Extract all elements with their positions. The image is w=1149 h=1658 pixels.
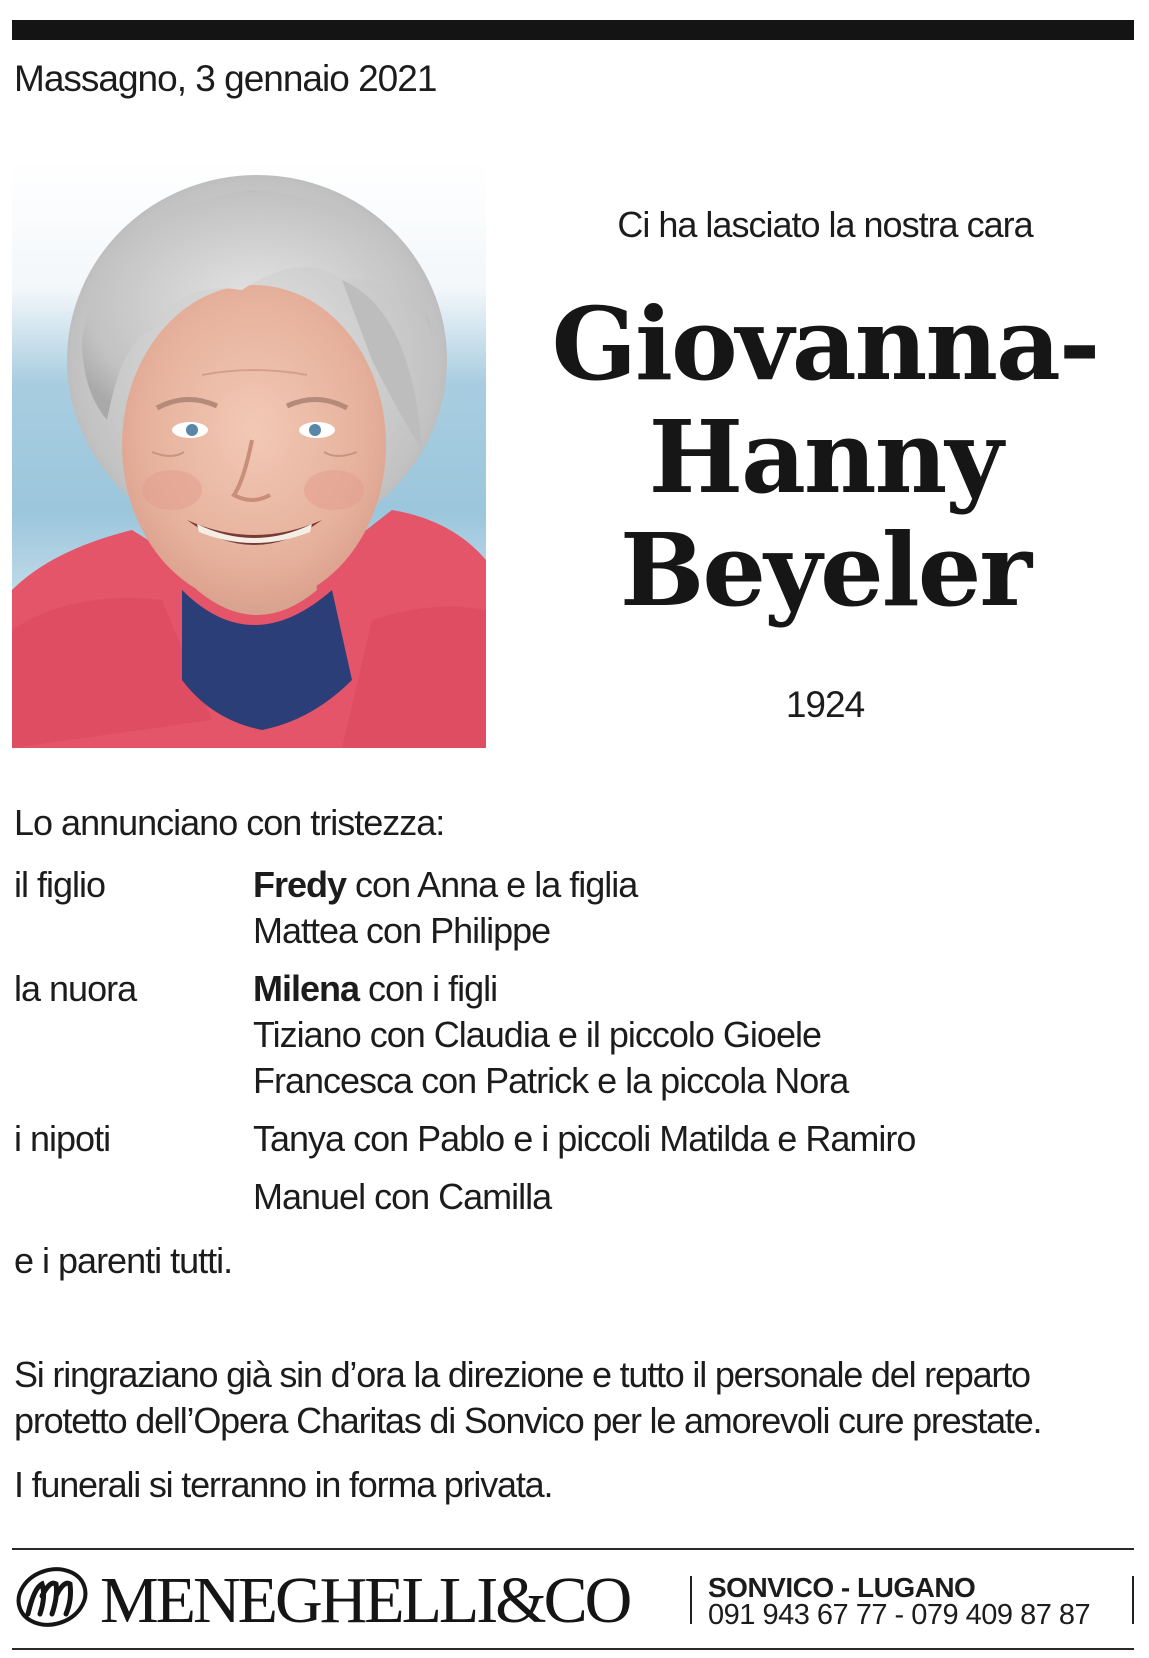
family-line: [253, 862, 637, 908]
family-line-text: con Anna e la figlia: [346, 864, 638, 905]
family-name-bold: Milena: [253, 968, 360, 1009]
family-line: [253, 1012, 848, 1058]
company-phones: 091 943 67 77 - 079 409 87 87: [708, 1599, 1091, 1631]
deceased-name: [520, 285, 1130, 629]
relation-label: la nuora: [14, 968, 137, 1009]
relation-label: i nipoti: [14, 1118, 111, 1159]
relation-names: [253, 862, 637, 954]
footer-divider-right: [1132, 1576, 1134, 1624]
relation-label: il figlio: [14, 864, 106, 905]
relation-names: [253, 966, 848, 1104]
top-rule: [12, 20, 1134, 40]
family-line: [253, 1058, 848, 1104]
family-row: [14, 1116, 1124, 1220]
announce-text: Lo annunciano con tristezza:: [14, 802, 445, 843]
name-line-3: Beyeler: [619, 511, 1031, 629]
footer-rule-top: [12, 1548, 1134, 1550]
name-line-2: Hanny: [648, 398, 1002, 516]
family-line-text: Mattea con Philippe: [253, 910, 551, 951]
meneghelli-logo-icon: [14, 1566, 90, 1628]
name-line-1: Giovanna-: [551, 285, 1099, 403]
family-line-text: Tanya con Pablo e i piccoli Matilda e Ramiro: [253, 1118, 916, 1159]
family-line: [253, 908, 637, 954]
place-date: Massagno, 3 gennaio 2021: [14, 58, 437, 99]
family-name-bold: Fredy: [253, 864, 347, 905]
thanks-paragraph: Si ringraziano già sin d’ora la direzione e tutto il personale del reparto protetto dell’Opera Charitas di Sonvico per le amorevoli cure prestate.: [14, 1354, 1042, 1441]
company-name: MENEGHELLI&CO: [100, 1564, 630, 1637]
portrait-photo: [12, 160, 486, 748]
family-list: [14, 862, 1124, 1220]
footer-divider: [690, 1576, 692, 1624]
family-row: [14, 862, 1124, 954]
family-line-text: Tiziano con Claudia e il piccolo Gioele: [253, 1014, 821, 1055]
funeral-note: I funerali si terranno in forma privata.: [14, 1464, 553, 1505]
family-line: [253, 1116, 915, 1162]
relatives-text: e i parenti tutti.: [14, 1240, 233, 1281]
company-city: SONVICO - LUGANO: [708, 1572, 976, 1603]
relation-names: [253, 1116, 915, 1220]
family-line: [253, 1174, 915, 1220]
family-line-text: con i figli: [359, 968, 498, 1009]
family-line-text: Francesca con Patrick e la piccola Nora: [253, 1060, 849, 1101]
intro-text: Ci ha lasciato la nostra cara: [617, 204, 1033, 245]
footer-rule-bottom: [12, 1648, 1134, 1650]
family-row: [14, 966, 1124, 1104]
family-line: [253, 966, 848, 1012]
family-line-text: Manuel con Camilla: [253, 1176, 552, 1217]
birth-year: 1924: [785, 684, 865, 725]
